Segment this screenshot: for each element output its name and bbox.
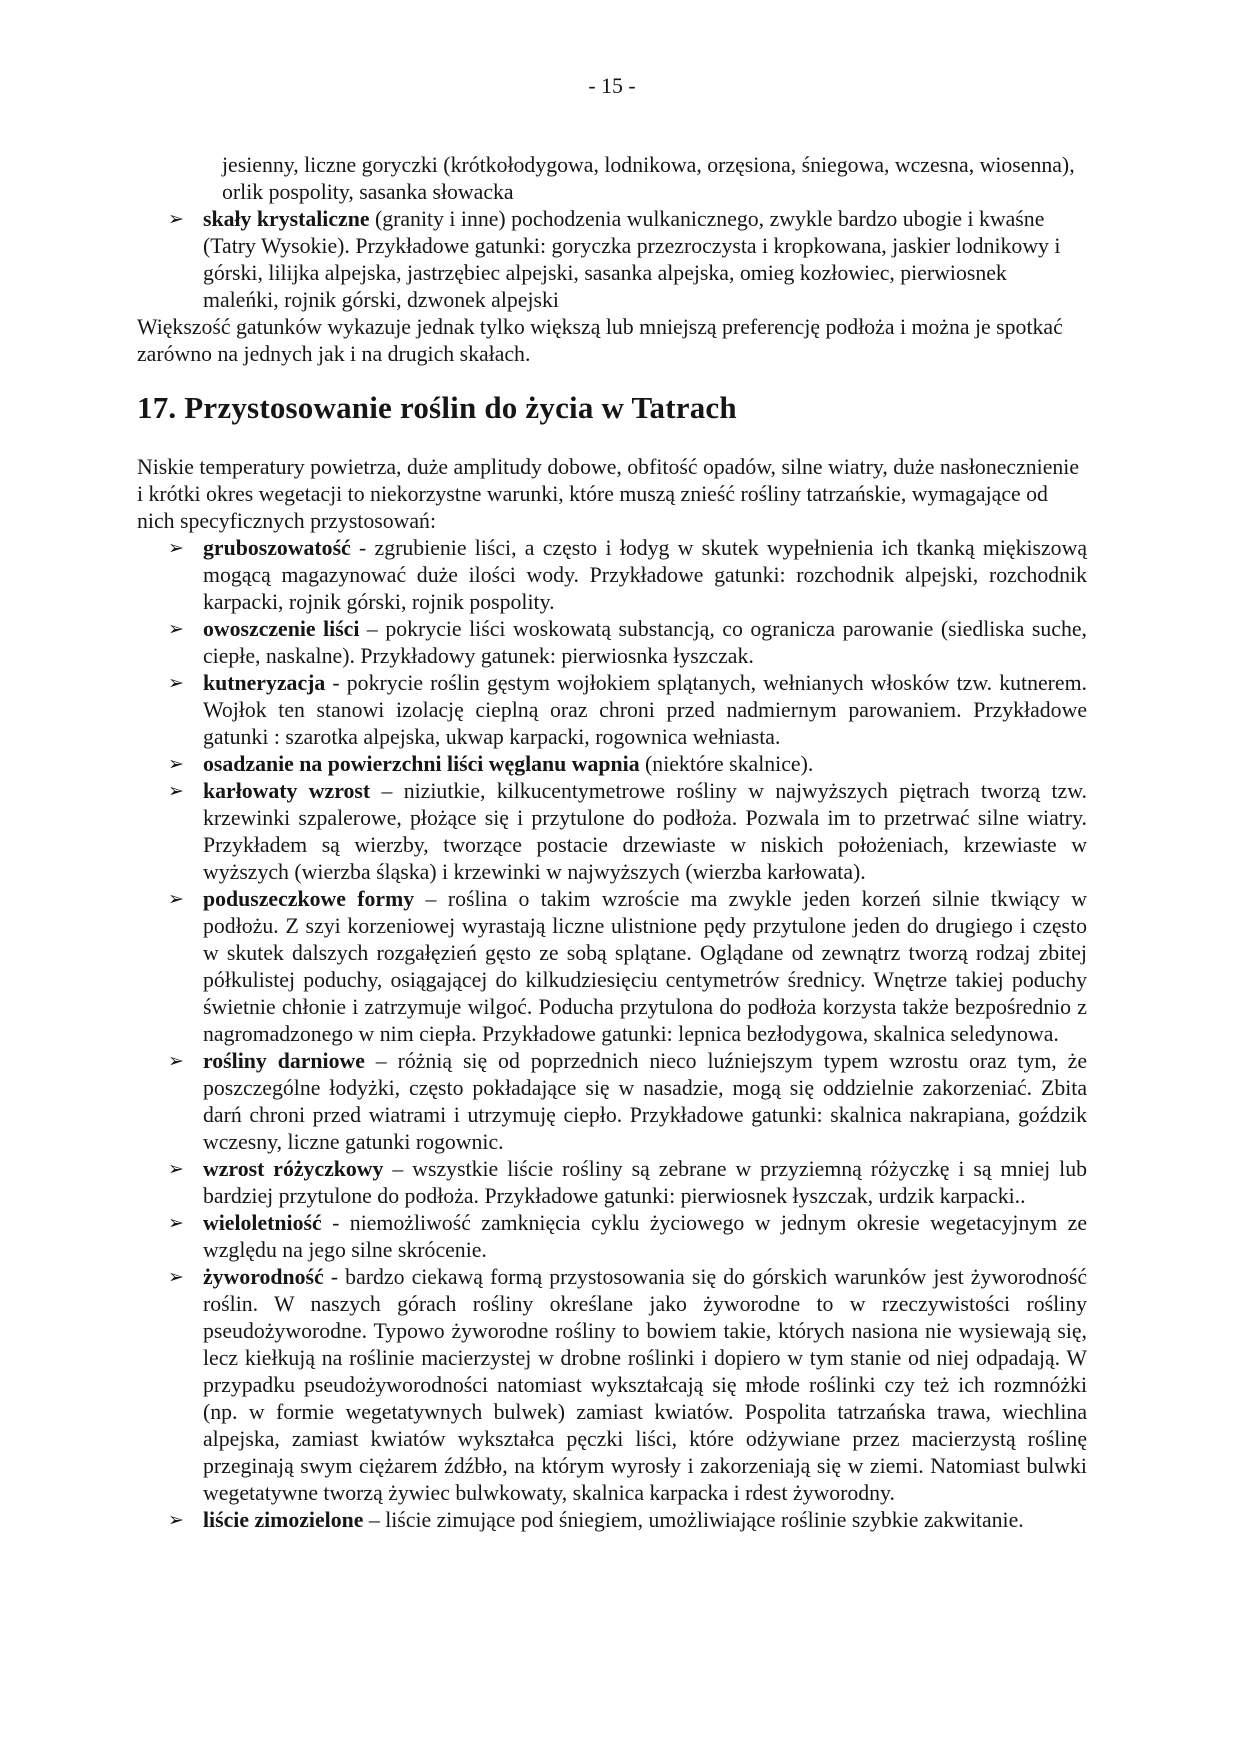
list-item-text — [203, 1507, 1087, 1534]
list-item — [137, 535, 1087, 616]
list-item — [137, 1264, 1087, 1507]
list-item-text — [203, 751, 1087, 778]
page-number: - 15 - — [588, 74, 636, 98]
list-item-term: wieloletniość — [203, 1211, 322, 1235]
adaptations-list — [137, 535, 1087, 1534]
list-item-skaly-krystaliczne — [137, 206, 1087, 314]
list-item-text — [203, 1048, 1087, 1156]
list-item-term: liście zimozielone — [203, 1508, 364, 1532]
list-item-description: - bardzo ciekawą formą przystosowania się do górskich warunków jest żyworodność roślin. W naszych górach rośliny określane jako żyworodne to w rzeczywistości rośliny pseudożyworodne. Typowo żyworodne rośliny to bowiem takie, których nasiona nie wysiewają się, lecz kiełkują na roślinie macierzystej w drobne roślinki i dopiero w tym stanie od niej odpadają. W przypadku pseudożyworodności natomiast wykształcają się młode roślinki czy też ich rozmnóżki (np. w formie wegetatywnych bulwek) zamiast kwiatów. Pospolita tatrzańska trawa, wiechlina alpejska, zamiast kwiatów wykształca pęczki liści, które odżywiane przez macierzystą roślinę przeginają swym ciężarem źdźbło, na którym wyrosły i zakorzeniają się w ziemi. Natomiast bulwki wegetatywne tworzą żywiec bulwkowaty, skalnica karpacka i rdest żyworodny. — [203, 1265, 1087, 1505]
list-item-term: owoszczenie liści — [203, 617, 360, 641]
list-item — [137, 1048, 1087, 1156]
arrow-bullet-icon: ➢ — [168, 1050, 184, 1072]
list-item-text — [203, 1210, 1087, 1264]
list-item — [137, 1210, 1087, 1264]
list-item-text — [203, 1156, 1087, 1210]
list-item-description: (granity i inne) pochodzenia wulkanicznego, zwykle bardzo ubogie i kwaśne (Tatry Wysokie). Przykładowe gatunki: goryczka przezroczysta i kropkowana, jaskier lodnikowy i górski, lilijka alpejska, jastrzębiec alpejski, sasanka alpejska, omieg kozłowiec, pierwiosnek maleńki, rojnik górski, dzwonek alpejski — [203, 207, 1061, 312]
arrow-bullet-icon: ➢ — [168, 672, 184, 694]
list-item-description: – pokrycie liści woskowatą substancją, co ogranicza parowanie (siedliska suche, ciepłe, naskalne). Przykładowy gatunek: pierwiosnka łyszczak. — [203, 617, 1087, 668]
list-item-term: rośliny darniowe — [203, 1049, 365, 1073]
arrow-bullet-icon: ➢ — [168, 780, 184, 802]
list-item-text — [203, 778, 1087, 886]
list-item-description: – liście zimujące pod śniegiem, umożliwiające roślinie szybkie zakwitanie. — [363, 1508, 1024, 1532]
arrow-bullet-icon: ➢ — [168, 1212, 184, 1234]
list-item — [137, 751, 1087, 778]
arrow-bullet-icon: ➢ — [168, 1509, 184, 1531]
arrow-bullet-icon: ➢ — [168, 753, 184, 775]
list-item-term: wzrost różyczkowy — [203, 1157, 384, 1181]
list-item-term: skały krystaliczne — [203, 207, 370, 231]
list-item-term: poduszeczkowe formy — [203, 887, 415, 911]
list-item-text — [203, 206, 1087, 314]
list-item — [137, 886, 1087, 1048]
list-item-term: gruboszowatość — [203, 536, 351, 560]
arrow-bullet-icon: ➢ — [168, 1266, 184, 1288]
list-item-description: – wszystkie liście rośliny są zebrane w przyziemną różyczkę i są mniej lub bardziej przytulone do podłoża. Przykładowe gatunki: pierwiosnek łyszczak, urdzik karpacki.. — [203, 1157, 1087, 1208]
list-item — [137, 1507, 1087, 1534]
list-item-term: osadzanie na powierzchni liści węglanu wapnia — [203, 752, 640, 776]
list-item — [137, 1156, 1087, 1210]
arrow-bullet-icon: ➢ — [168, 888, 184, 910]
arrow-bullet-icon: ➢ — [168, 1158, 184, 1180]
list-item-text — [203, 535, 1087, 616]
continuation-text: jesienny, liczne goryczki (krótkołodygowa, lodnikowa, orzęsiona, śniegowa, wczesna, wiosenna), orlik pospolity, sasanka słowacka — [222, 153, 1075, 204]
list-item-description: – niziutkie, kilkucentymetrowe rośliny w najwyższych piętrach tworzą tzw. krzewinki szpalerowe, płożące się i przytulone do podłoża. Pozwala im to przetrwać silne wiatry. Przykładem są wierzby, tworzące postacie drzewiaste w niskich położeniach, krzewiaste w wyższych (wierzba śląska) i krzewinki w najwyższych (wierzba karłowata). — [203, 779, 1087, 884]
list-item-term: kutneryzacja — [203, 671, 326, 695]
list-item-term: karłowaty wzrost — [203, 779, 371, 803]
list-item-text — [203, 886, 1087, 1048]
list-item-text — [203, 1264, 1087, 1507]
list-item-description: (niektóre skalnice). — [639, 752, 814, 776]
arrow-bullet-icon: ➢ — [168, 208, 184, 230]
arrow-bullet-icon: ➢ — [168, 537, 184, 559]
list-item-text — [203, 616, 1087, 670]
list-item — [137, 616, 1087, 670]
section-lead-paragraph: Niskie temperatury powietrza, duże amplitudy dobowe, obfitość opadów, silne wiatry, duże nasłonecznienie i krótki okres wegetacji to niekorzystne warunki, które muszą znieść rośliny tatrzańskie, wymagające od nich specyficznych przystosowań: — [137, 455, 1080, 533]
section-heading: 17. Przystosowanie roślin do życia w Tatrach — [137, 390, 737, 425]
list-item-description: – roślina o takim wzroście ma zwykle jeden korzeń silnie tkwiący w podłożu. Z szyi korzeniowej wyrastają liczne ulistnione pędy przytulone jeden do drugiego i często w skutek dalszych rozgałęzień gęsto ze sobą splątane. Oglądane od zewnątrz tworzą rodzaj zbitej półkulistej poduchy, osiągającej do kilkudziesięciu centymetrów średnicy. Wnętrze takiej poduchy świetnie chłonie i zatrzymuje wilgoć. Poducha przytulona do podłoża korzysta także bezpośrednio z nagromadzonego w nim ciepła. Przykładowe gatunki: lepnica bezłodygowa, skalnica seledynowa. — [203, 887, 1087, 1046]
list-item-description: – różnią się od poprzednich nieco luźniejszym typem wzrostu oraz tym, że poszczególne łodyżki, często pokładające się w nasadzie, mogą się oddzielnie zakorzeniać. Zbita darń chroni przed wiatrami i utrzymuję ciepło. Przykładowe gatunki: skalnica nakrapiana, goździk wczesny, liczne gatunki rogownic. — [203, 1049, 1088, 1154]
list-item-description: - niemożliwość zamknięcia cyklu życiowego w jednym okresie wegetacyjnym ze względu na jego silne skrócenie. — [203, 1211, 1087, 1262]
list-item-description: - pokrycie roślin gęstym wojłokiem splątanych, wełnianych włosków tzw. kutnerem. Wojłok ten stanowi izolację cieplną oraz chroni przed nadmiernym parowaniem. Przykładowe gatunki : szarotka alpejska, ukwap karpacki, rogownica wełniasta. — [203, 671, 1087, 749]
list-item — [137, 670, 1087, 751]
list-item-term: żyworodność — [203, 1265, 324, 1289]
list-item-description: - zgrubienie liści, a często i łodyg w skutek wypełnienia ich tkanką miękiszową mogącą magazynować duże ilości wody. Przykładowe gatunki: rozchodnik alpejski, rozchodnik karpacki, rojnik górski, rojnik pospolity. — [203, 536, 1087, 614]
list-item-text — [203, 670, 1087, 751]
arrow-bullet-icon: ➢ — [168, 618, 184, 640]
list-item — [137, 778, 1087, 886]
closing-paragraph: Większość gatunków wykazuje jednak tylko większą lub mniejszą preferencję podłoża i można je spotkać zarówno na jednych jak i na drugich skałach. — [137, 315, 1063, 366]
